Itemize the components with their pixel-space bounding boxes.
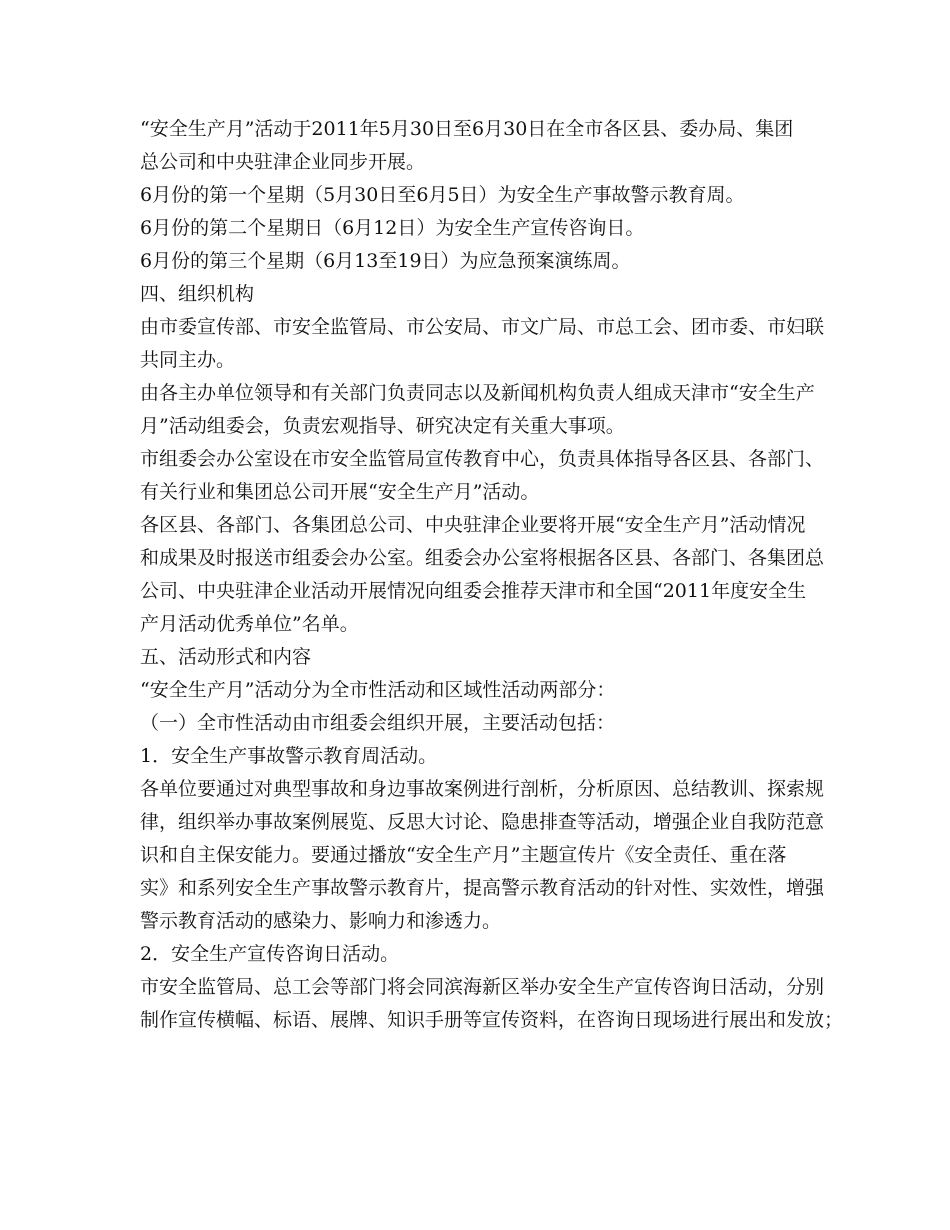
text-line: 6月份的第二个星期日（6月12日）为安全生产宣传咨询日。 (140, 217, 645, 239)
text-line: “安全生产月”活动于2011年5月30日至6月30日在全市各区县、委办局、集团 (140, 118, 794, 140)
text-line: 各区县、各部门、各集团总公司、中央驻津企业要将开展“安全生产月”活动情况 (140, 514, 806, 536)
text-line: 实》和系列安全生产事故警示教育片，提高警示教育活动的针对性、实效性，增强 (140, 877, 825, 899)
text-line: 律，组织举办事故案例展览、反思大讨论、隐患排查等活动，增强企业自我防范意 (140, 811, 825, 833)
section-heading: 五、活动形式和内容 (140, 646, 312, 668)
text-line: “安全生产月”活动分为全市性活动和区域性活动两部分： (140, 679, 616, 701)
text-line: 共同主办。 (140, 349, 236, 371)
text-line: 制作宣传横幅、标语、展牌、知识手册等宣传资料，在咨询日现场进行展出和发放； (140, 1009, 844, 1031)
text-line: 市安全监管局、总工会等部门将会同滨海新区举办安全生产宣传咨询日活动，分别 (140, 976, 825, 998)
text-line: 公司、中央驻津企业活动开展情况向组委会推荐天津市和全国“2011年度安全生 (140, 580, 807, 602)
text-line: 6月份的第三个星期（6月13至19日）为应急预案演练周。 (140, 250, 631, 272)
text-line: 6月份的第一个星期（5月30日至6月5日）为安全生产事故警示教育周。 (140, 184, 745, 206)
text-line: 总公司和中央驻津企业同步开展。 (140, 151, 426, 173)
text-line: 市组委会办公室设在市安全监管局宣传教育中心，负责具体指导各区县、各部门、 (140, 448, 825, 470)
text-line: 有关行业和集团总公司开展“安全生产月”活动。 (140, 481, 540, 503)
text-line: 各单位要通过对典型事故和身边事故案例进行剖析，分析原因、总结教训、探索规 (140, 778, 825, 800)
document-body (140, 113, 844, 1037)
text-line: 由各主办单位领导和有关部门负责同志以及新闻机构负责人组成天津市“安全生产 (140, 382, 815, 404)
text-line: 识和自主保安能力。要通过播放“安全生产月”主题宣传片《安全责任、重在落 (140, 844, 787, 866)
subsection-heading: （一）全市性活动由市组委会组织开展，主要活动包括： (140, 712, 616, 734)
text-line: 由市委宣传部、市安全监管局、市公安局、市文广局、市总工会、团市委、市妇联 (140, 316, 825, 338)
text-line: 产月活动优秀单位”名单。 (140, 613, 359, 635)
list-item-heading: 2．安全生产宣传咨询日活动。 (140, 943, 400, 965)
list-item-heading: 1．安全生产事故警示教育周活动。 (140, 745, 438, 767)
text-line: 和成果及时报送市组委会办公室。组委会办公室将根据各区县、各部门、各集团总 (140, 547, 825, 569)
section-heading: 四、组织机构 (140, 283, 255, 305)
text-line: 警示教育活动的感染力、影响力和渗透力。 (140, 910, 502, 932)
text-line: 月”活动组委会，负责宏观指导、研究决定有关重大事项。 (140, 415, 625, 437)
